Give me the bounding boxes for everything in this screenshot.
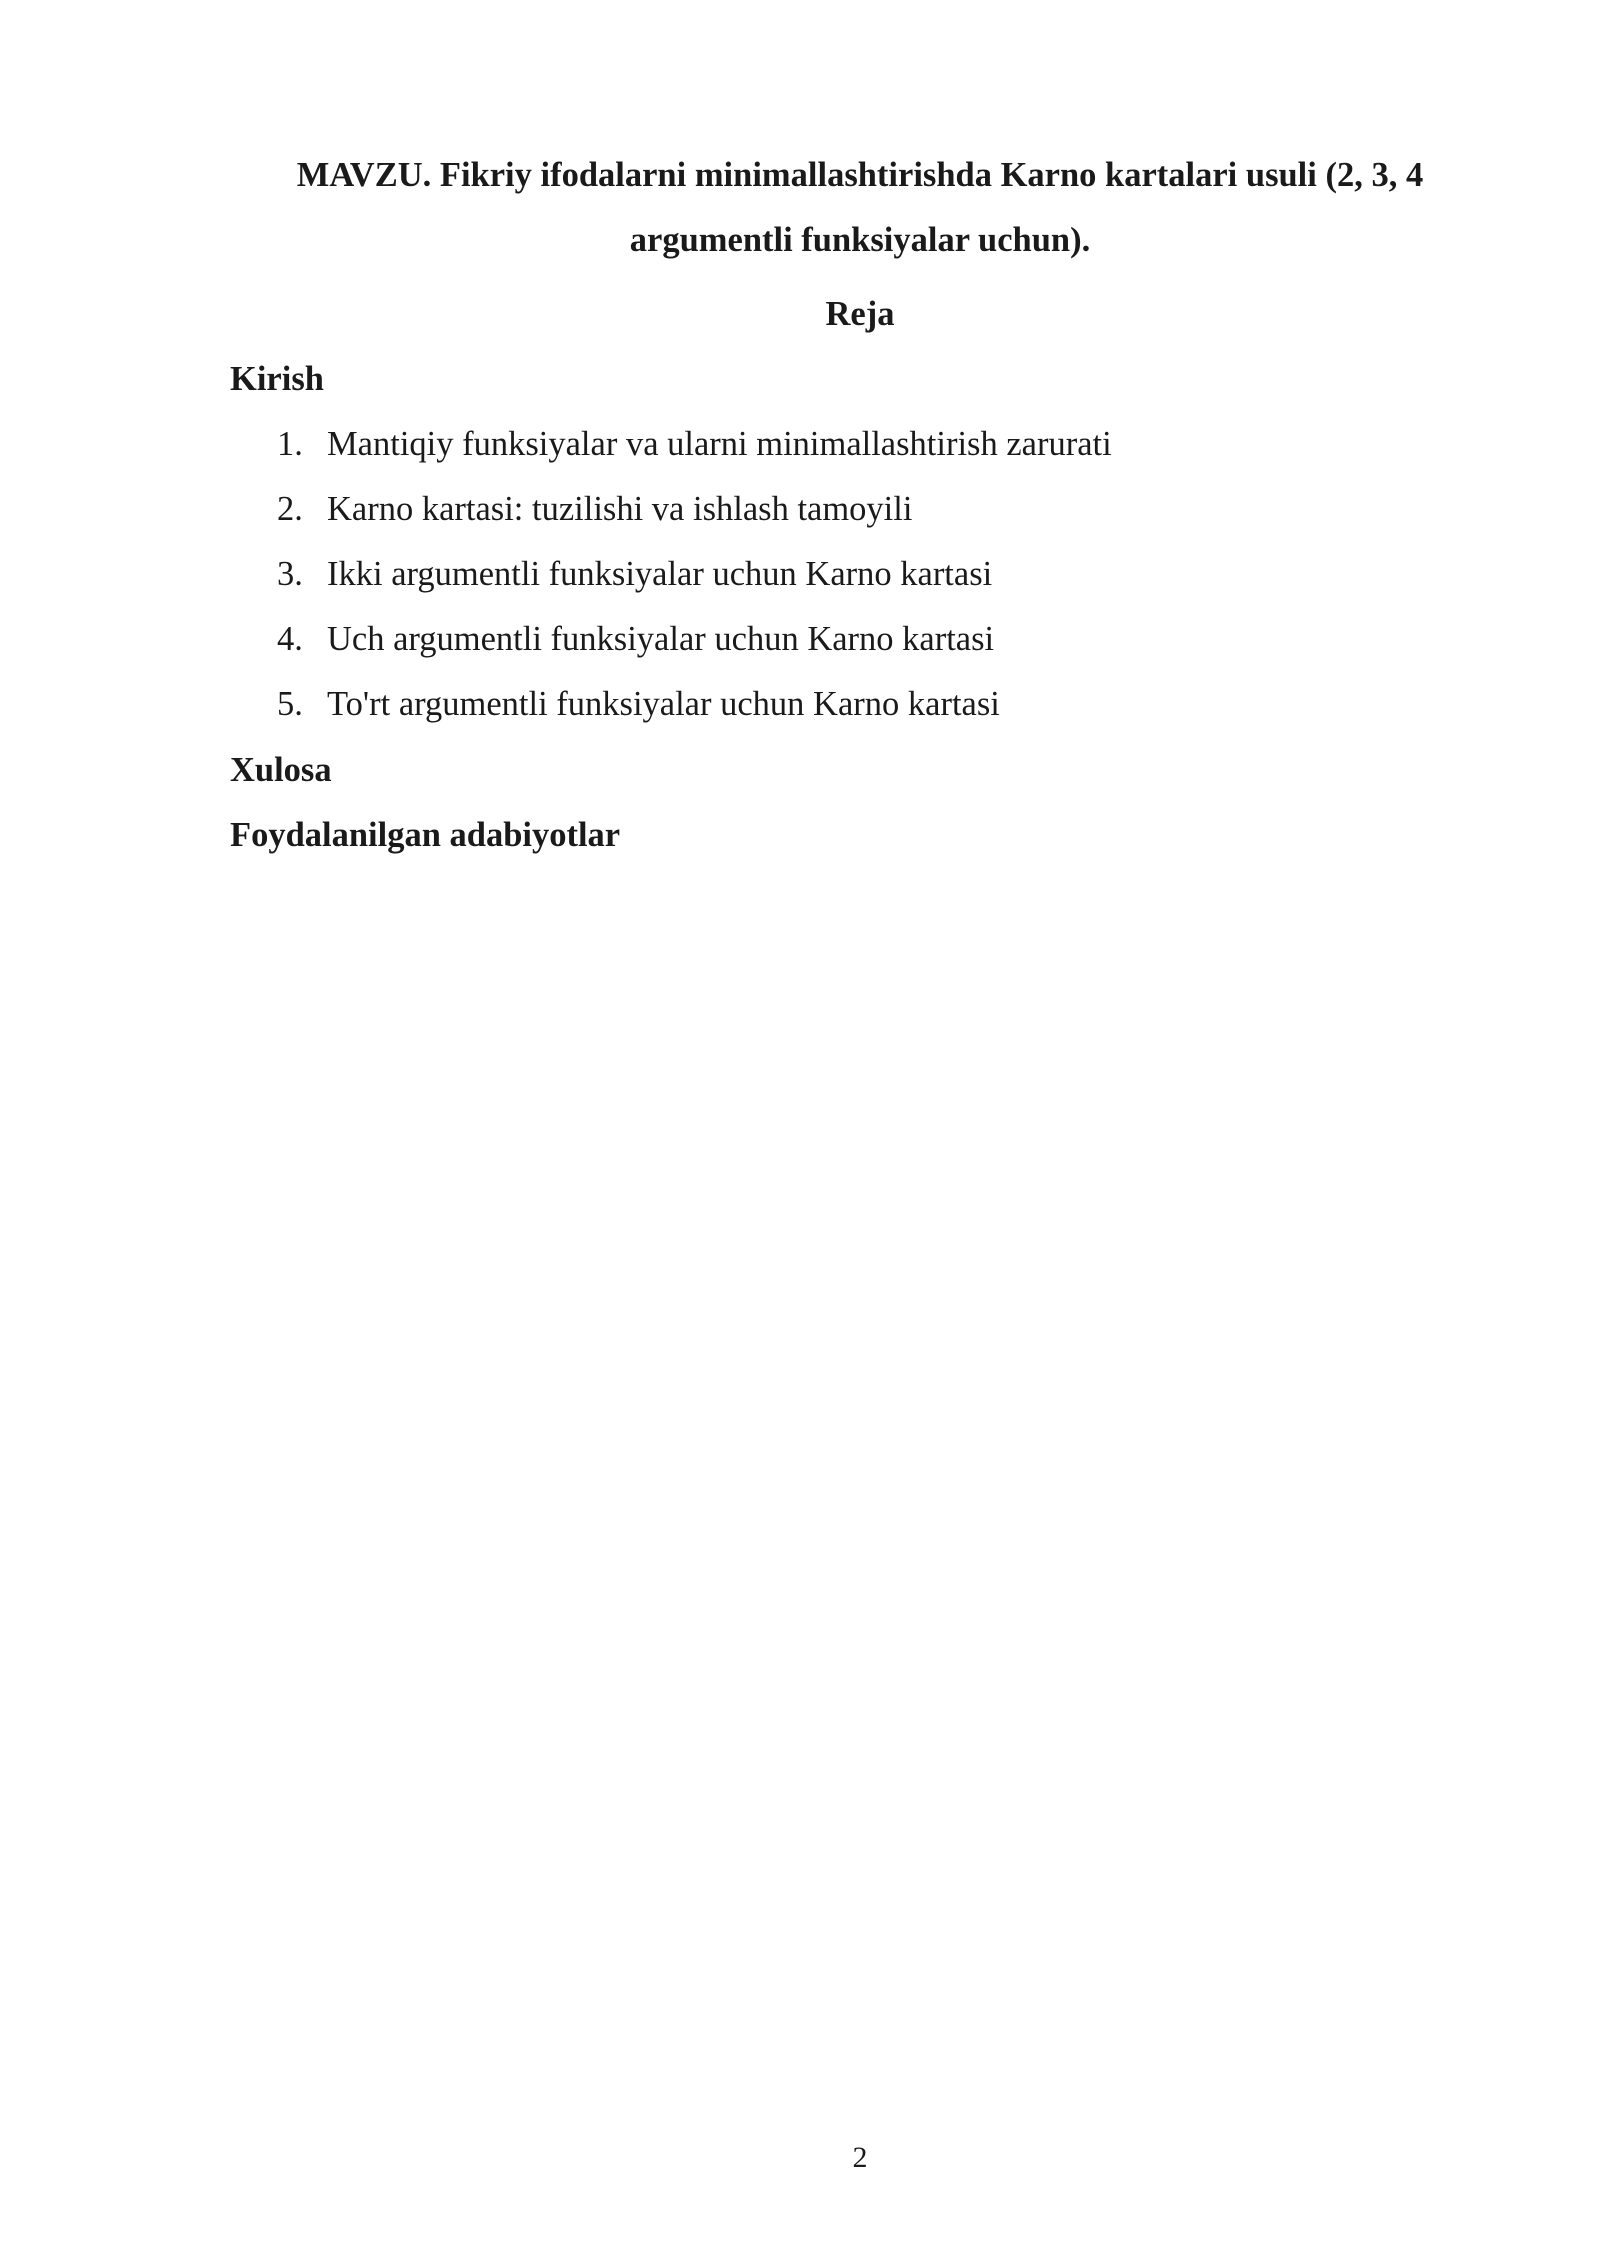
conclusion-heading: Xulosa — [230, 751, 332, 789]
intro-heading: Kirish — [230, 360, 324, 398]
document-title-line-1: MAVZU. Fikriy ifodalarni minimallashtirishda Karno kartalari usuli (2, 3, 4 — [296, 156, 1424, 194]
plan-item — [277, 427, 1112, 462]
plan-item-text: Ikki argumentli funksiyalar uchun Karno kartasi — [327, 555, 993, 593]
references-heading: Foydalanilgan adabiyotlar — [230, 816, 621, 854]
plan-item-number: 4. — [277, 620, 303, 658]
plan-item-number: 2. — [277, 490, 303, 528]
plan-item-number: 5. — [277, 685, 303, 723]
plan-item — [277, 492, 912, 527]
plan-heading: Reja — [825, 295, 895, 333]
plan-item — [277, 687, 1000, 722]
plan-item-text: Mantiqiy funksiyalar va ularni minimallashtirish zarurati — [327, 425, 1112, 463]
plan-item-text: To'rt argumentli funksiyalar uchun Karno kartasi — [327, 685, 1000, 723]
plan-item — [277, 622, 994, 657]
plan-item-number: 1. — [277, 425, 303, 463]
document-title-line-2: argumentli funksiyalar uchun). — [629, 221, 1091, 259]
plan-item — [277, 557, 992, 592]
plan-item-number: 3. — [277, 555, 303, 593]
plan-item-text: Uch argumentli funksiyalar uchun Karno kartasi — [327, 620, 995, 658]
plan-item-text: Karno kartasi: tuzilishi va ishlash tamoyili — [327, 490, 913, 528]
page-number: 2 — [852, 2141, 868, 2174]
